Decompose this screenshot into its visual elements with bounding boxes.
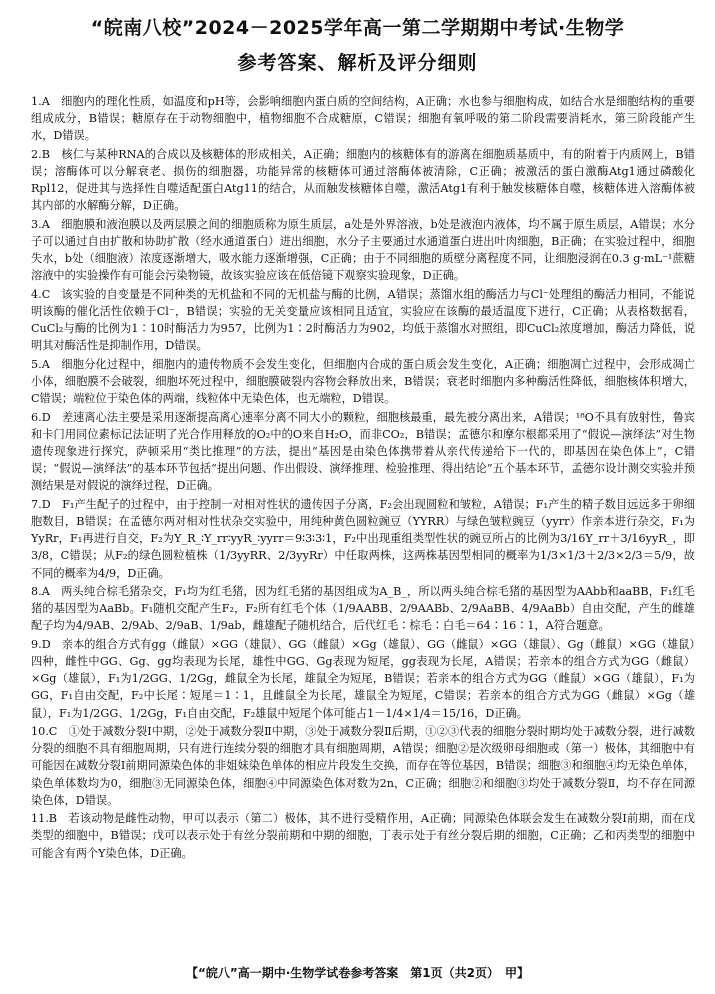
answer-number: 7. — [31, 497, 42, 511]
answer-number: 8. — [31, 585, 42, 598]
answer-item — [31, 723, 695, 809]
answer-text: A 两头纯合棕毛猪杂交，F₁均为红毛猪，因为红毛猪的基因组成为A_B_，所以两头纯合棕毛猪的基因型为AAbb和aaBB，F₁红毛猪的基因型为AaBb。F₁随机交配产生F₂，F₂所有红毛个体（1/9AABB、2/9AABb、2/9AaBB、4/9AaBb）自由交配，产生的雌雄配子均为4/9AB、2/9Ab、2/9aB、1/9ab，雌雄配子随机结合，后代红毛∶棕毛∶白毛＝64∶16∶1，A符合题意。 — [31, 585, 695, 633]
answer-item — [31, 496, 695, 582]
answer-number: 6. — [31, 410, 42, 424]
answer-body — [31, 93, 695, 953]
answer-number: 1. — [31, 95, 42, 108]
answer-item — [31, 810, 695, 862]
answer-text: A 细胞分化过程中，细胞内的遗传物质不会发生变化，但细胞内合成的蛋白质会发生变化，A正确；细胞凋亡过程中，会形成凋亡小体，细胞膜不会破裂，细胞坏死过程中，细胞膜破裂内容物会释放出来，B错误；衰老时细胞内多种酶活性降低，细胞核体积增大，C错误；端粒位于染色体的两端，线粒体中无染色体，也无端粒，D错误。 — [31, 357, 695, 406]
answer-item — [31, 636, 695, 722]
answer-number: 4. — [31, 287, 42, 301]
answer-text: C 该实验的自变量是不同种类的无机盐和不同的无机盐与酶的比例，A错误；蒸馏水组的酶活力与Cl⁻处理组的酶活力相同，不能说明该酶的催化活性依赖于Cl⁻，B错误；实验的无关变量应该相同且适宜，实验应在该酶的最适温度下进行，C正确；从表格数据看，CuCl₂与酶的比例为1∶10时酶活力为957，比例为1∶2时酶活力为902，均低于蒸馏水对照组，即CuCl₂浓度增加，酶活力降低，说明其对酶活性是抑制作用，D错误。 — [31, 287, 695, 353]
answer-text: C ①处于减数分裂Ⅰ中期，②处于减数分裂Ⅱ中期，③处于减数分裂Ⅱ后期，①②③代表的细胞分裂时期均处于减数分裂，进行减数分裂的细胞不具有细胞周期，只有进行连续分裂的细胞才具有细胞周期，A错误；细胞②是次级卵母细胞或（第一）极体，其细胞中有可能因在减数分裂Ⅰ前期同源染色体的非姐妹染色单体的相应片段发生交换，而存在等位基因，B错误；细胞③和细胞④均无染色单体，染色单体数均为0，细胞③无同源染色体，细胞④中同源染色体对数为2n，C正确；细胞②和细胞③均处于减数分裂Ⅱ，均不存在同源染色体，D错误。 — [31, 725, 695, 807]
answer-item — [31, 216, 695, 285]
answer-number: 11. — [31, 812, 49, 826]
answer-item — [31, 93, 695, 145]
answer-item — [31, 286, 695, 355]
answer-item — [31, 146, 695, 215]
answer-item — [31, 356, 695, 408]
answer-text: B 核仁与某种RNA的合成以及核糖体的形成相关，A正确；细胞内的核糖体有的游离在细胞质基质中，有的附着于内质网上，B错误；溶酶体可以分解衰老、损伤的细胞器，功能异常的核糖体可通过溶酶体被清除，C正确；被激活的蛋白激酶Atg1通过磷酸化Rpl12，促进其与选择性自噬适配蛋白Atg11的结合，从而触发核糖体自噬，激活Atg1有利于触发核糖体自噬，核糖体进入溶酶体被其内部的水解酶分解，D正确。 — [31, 147, 695, 213]
answer-text: B 若该动物是雌性动物，甲可以表示（第二）极体，其不进行受精作用，A正确；同源染色体联会发生在减数分裂Ⅰ前期，而在戊类型的细胞中，B错误；戊可以表示处于有丝分裂前期和中期的细胞，丁表示处于有丝分裂后期的细胞，C正确；乙和丙类型的细胞中可能含有两个Y染色体，D正确。 — [31, 812, 695, 860]
answer-item — [31, 583, 695, 635]
answer-number: 5. — [31, 357, 42, 371]
answer-item — [31, 409, 695, 495]
page-footer: 【“皖八”高一期中·生物学试卷参考答案 第1页（共2页） 甲】 — [185, 966, 530, 980]
answer-text: A 细胞膜和液泡膜以及两层膜之间的细胞质称为原生质层，a处是外界溶液，b处是液泡内液体，均不属于原生质层，A错误；水分子可以通过自由扩散和协助扩散（经水通道蛋白）进出细胞，水分子主要通过水通道蛋白进出叶肉细胞，B正确；在实验过程中，细胞失水，b处（细胞液）浓度逐渐增大，吸水能力逐渐增强，C正确；由于不同细胞的质壁分离程度不同，让细胞浸润在0.3 g·mL⁻¹蔗糖溶液中的实验操作有可能会污染物镜，故该实验应该在低倍镜下观察实验现象，D正确。 — [31, 217, 695, 283]
answer-number: 10. — [31, 725, 49, 738]
answer-number: 2. — [31, 147, 42, 161]
document-title: “皖南八校”2024－2025学年高一第二学期期中考试·生物学 — [90, 17, 625, 39]
answer-number: 9. — [31, 637, 42, 651]
answer-text: A 细胞内的理化性质，如温度和pH等，会影响细胞内蛋白质的空间结构，A正确；水也参与细胞构成，如结合水是细胞结构的重要组成成分，B错误；糖原存在于动物细胞中，植物细胞不合成糖原，C错误；细胞有氧呼吸的第二阶段需要消耗水，第三阶段能产生水，D错误。 — [31, 95, 695, 143]
answer-text: D 亲本的组合方式有gg（雌鼠）×GG（雄鼠）、GG（雌鼠）×Gg（雄鼠）、GG（雌鼠）×GG（雄鼠）、Gg（雌鼠）×GG（雄鼠）四种，雌性中GG、Gg、gg均表现为长尾，雄性中GG、Gg表现为短尾，gg表现为长尾，A错误；若亲本的组合方式为GG（雌鼠）×Gg（雄鼠），F₁为1/2GG、1/2Gg，雌鼠全为长尾，雄鼠全为短尾，B错误；若亲本的组合方式为GG（雌鼠）×GG（雄鼠），F₁为GG，F₁自由交配，F₂中长尾∶短尾＝1∶1，且雌鼠全为长尾，雄鼠全为短尾，C错误；若亲本的组合方式为GG（雌鼠）×Gg（雄鼠），F₁为1/2GG、1/2Gg，F₁自由交配，F₂雄鼠中短尾个体可能占1－1/4×1/4＝15/16，D正确。 — [31, 637, 695, 720]
answer-number: 3. — [31, 217, 42, 231]
answer-text: D F₁产生配子的过程中，由于控制一对相对性状的遗传因子分离，F₂会出现圆粒和皱粒，A错误；F₁产生的精子数目远远多于卵细胞数目，B错误；在孟德尔两对相对性状杂交实验中，用纯种黄色圆粒豌豆（YYRR）与绿色皱粒豌豆（yyrr）作亲本进行杂交，F₁为YyRr，F₁再进行自交，F₂为Y_R_∶Y_rr∶yyR_∶yyrr＝9∶3∶3∶1，F₂中出现重组类型性状的豌豆所占的比例为3/16Y_rr＋3/16yyR_，即3/8，C错误；从F₂的绿色圆粒植株（1/3yyRR、2/3yyRr）中任取两株，这两株基因型相同的概率为1/3×1/3＋2/3×2/3＝5/9，故不同的概率为4/9，D正确。 — [31, 497, 695, 580]
answer-text: D 差速离心法主要是采用逐渐提高离心速率分离不同大小的颗粒，细胞核最重，最先被分离出来，A错误；¹⁸O不具有放射性，鲁宾和卡门用同位素标记法证明了光合作用释放的O₂中的O来自H₂O，而非CO₂，B错误；孟德尔和摩尔根都采用了“假说—演绎法”对生物遗传现象进行探究，萨顿采用“类比推理”的方法，提出“基因是由染色体携带着从亲代传递给下一代的，即基因在染色体上”，C错误；“假说—演绎法”的基本环节包括“提出问题、作出假设、演绎推理、检验推理、得出结论”五个基本环节，孟德尔设计测交实验并预测结果是对假说的演绎过程，D正确。 — [31, 410, 695, 493]
document-subtitle: 参考答案、解析及评分细则 — [237, 52, 478, 74]
